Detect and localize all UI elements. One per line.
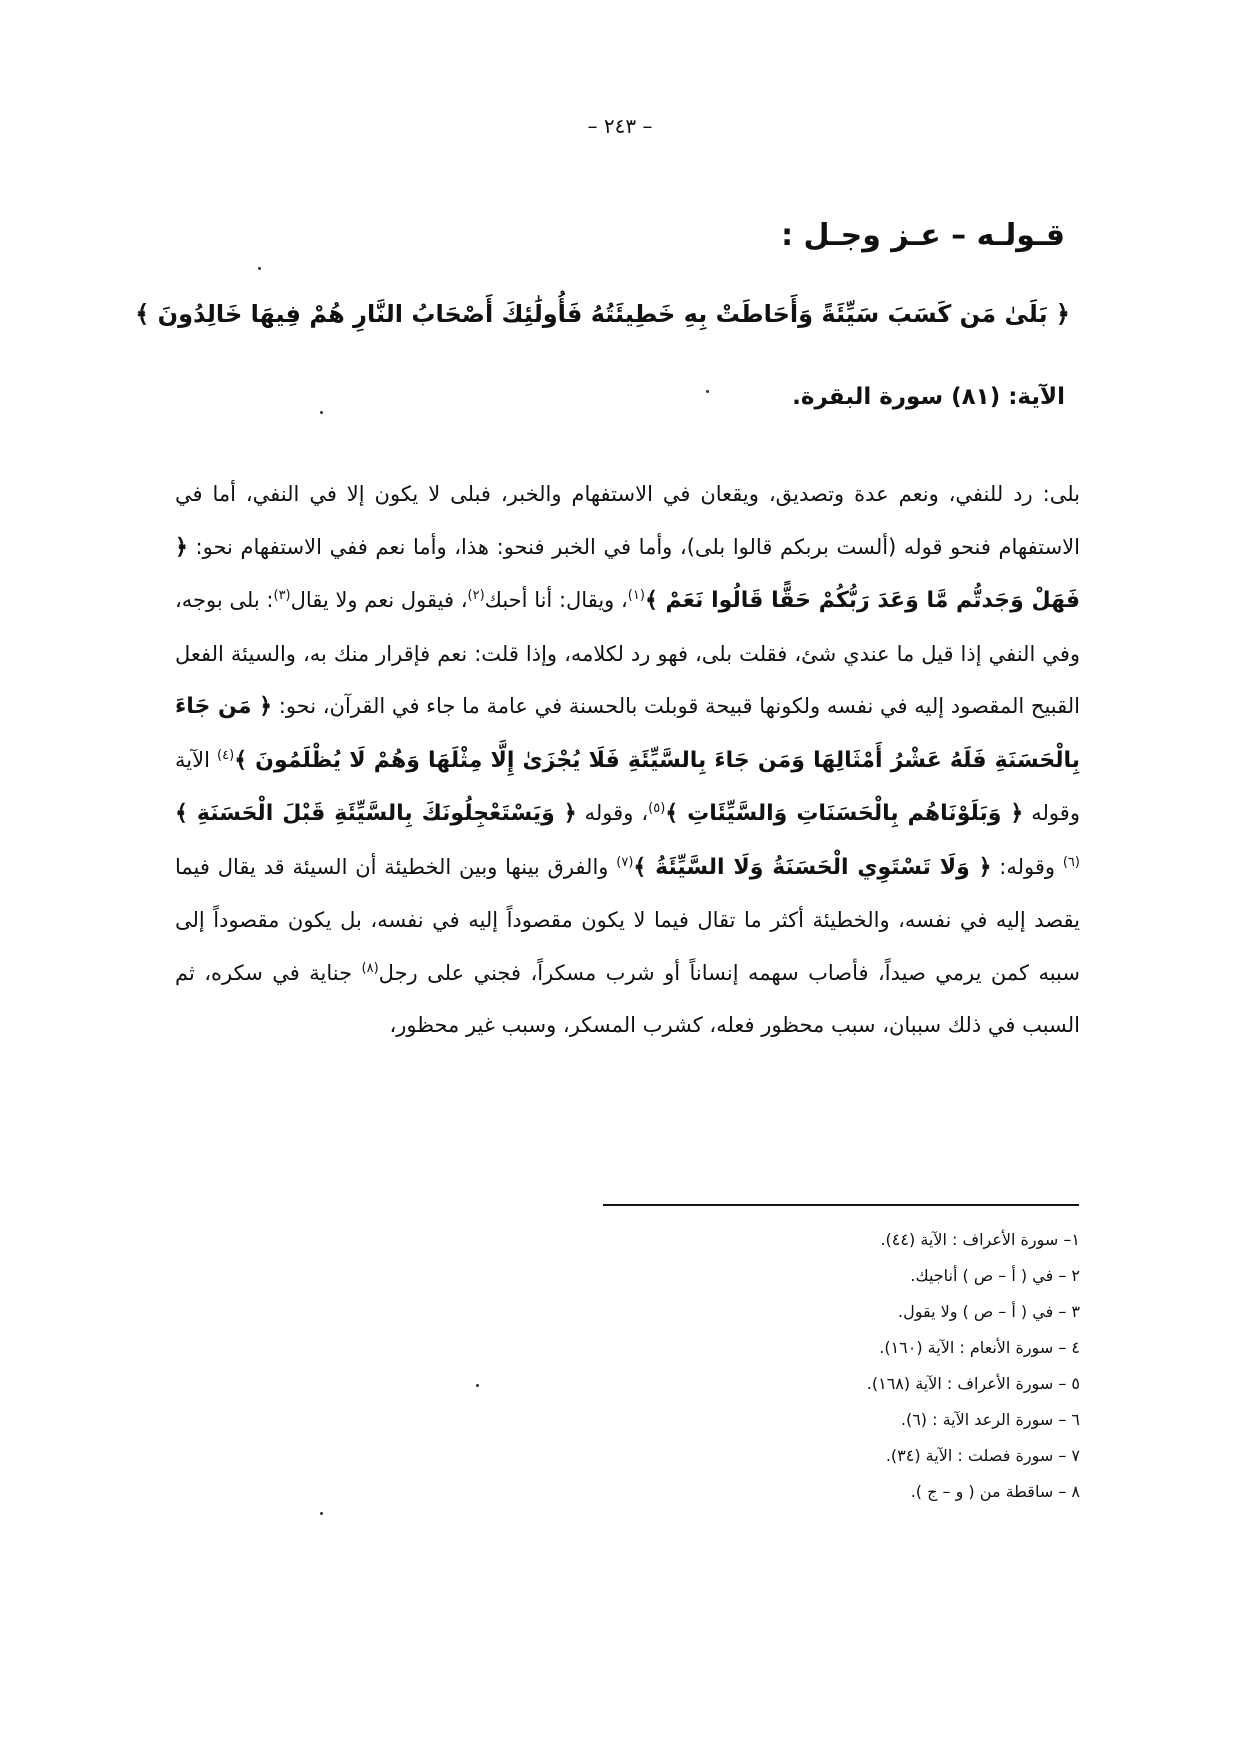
commentary-paragraph bbox=[175, 468, 1080, 1052]
quran-quote: ﴿ وَيَسْتَعْجِلُونَكَ بِالسَّيِّئَةِ قَبْلَ الْحَسَنَةِ ﴾ bbox=[175, 801, 577, 826]
body-text-run: ، ويقال: أنا أحبك bbox=[484, 588, 628, 612]
body-text-run: الآية وقوله bbox=[175, 747, 1080, 825]
footnote-item: ٥ – سورة الأعراف : الآية (١٦٨). bbox=[866, 1374, 1080, 1393]
quran-verse: ﴿ بَلَىٰ مَن كَسَبَ سَيِّئَةً وَأَحَاطَتْ بِهِ خَطِيئَتُهُ فَأُولَٰئِكَ أَصْحَابُ النَّارِ هُمْ فِيهَا خَالِدُونَ ﴾ bbox=[135, 300, 1070, 328]
footnote-item: ٨ – ساقطة من ( و – ج ). bbox=[910, 1482, 1080, 1501]
footnote-divider bbox=[603, 1204, 1079, 1206]
scan-speck bbox=[320, 1512, 323, 1515]
footnote-marker: (٨) bbox=[361, 960, 379, 976]
footnote-marker: (٥) bbox=[648, 801, 666, 816]
footnote-marker: (٤) bbox=[217, 747, 235, 763]
quran-quote: ﴿ وَلَا تَسْتَوِي الْحَسَنَةُ وَلَا السَّيِّئَةُ ﴾ bbox=[633, 854, 992, 880]
body-text-run: ، وقوله bbox=[576, 801, 649, 825]
scan-speck bbox=[320, 411, 323, 414]
scan-speck bbox=[258, 267, 261, 270]
footnotes-list bbox=[580, 1222, 1080, 1510]
body-text-run: جناية في سكره، ثم السبب في ذلك سببان، سبب محظور فعله، كشرب المسكر، وسبب غير محظور، bbox=[175, 960, 1080, 1037]
verse-reference: الآية: (٨١) سورة البقرة. bbox=[792, 384, 1065, 410]
footnote-marker: (٧) bbox=[616, 854, 634, 870]
quran-quote: ﴿ فَهَلْ وَجَدتُّم مَّا وَعَدَ رَبُّكُمْ حَقًّا قَالُوا نَعَمْ ﴾ bbox=[175, 534, 1081, 613]
footnote-item: ٦ – سورة الرعد الآية : (٦). bbox=[900, 1410, 1080, 1429]
body-text-run: ، فيقول نعم ولا يقال bbox=[290, 588, 468, 612]
footnote-marker: (٦) bbox=[1062, 854, 1080, 870]
body-text-run: : بلى بوجه، وفي النفي إذا قيل ما عندي شئ، فقلت بلى، فهو رد لكلامه، وإذا قلت: نعم فإقرار منك به، والسيئة الفعل القبيح المقصود إليه في نفسه ولكونها قبيحة قوبلت بالحسنة في عامة ما جاء في القرآن، نحو: bbox=[175, 588, 1080, 718]
body-text-run: والفرق بينها وبين الخطيئة أن السيئة قد يقال فيما يقصد إليه في نفسه، والخطيئة أكثر ما تقال فيما لا يكون مقصوداً إليه في نفسه، بل يكون مقصوداً إلى سببه كمن يرمي صيداً، فأصاب سهمه إنساناً أو شرب مسكراً، فجني على رجل bbox=[175, 854, 1080, 985]
scan-speck bbox=[476, 1384, 479, 1387]
footnote-item: ٢ – في ( أ – ص ) أناجيك. bbox=[910, 1266, 1080, 1285]
footnote-marker: (١) bbox=[627, 588, 645, 603]
footnote-item: ٤ – سورة الأنعام : الآية (١٦٠). bbox=[879, 1338, 1080, 1357]
body-text-run: بلى: رد للنفي، ونعم عدة وتصديق، ويقعان في الاستفهام والخبر، فبلى لا يكون إلا في النفي، أما في الاستفهام فنحو قوله (ألست بربكم قالوا بلى)، وأما في الخبر فنحو: هذا، وأما نعم ففي الاستفهام نحو: bbox=[175, 482, 1080, 559]
footnote-item: ١– سورة الأعراف : الآية (٤٤). bbox=[880, 1230, 1080, 1249]
footnote-marker: (٢) bbox=[467, 588, 485, 603]
quran-quote: ﴿ مَن جَاءَ بِالْحَسَنَةِ فَلَهُ عَشْرُ أَمْثَالِهَا وَمَن جَاءَ بِالسَّيِّئَةِ فَلَا يُجْزَىٰ إِلَّا مِثْلَهَا وَهُمْ لَا يُظْلَمُونَ ﴾ bbox=[175, 694, 1081, 773]
quran-quote: ﴿ وَبَلَوْنَاهُم بِالْحَسَنَاتِ وَالسَّيِّئَاتِ ﴾ bbox=[665, 801, 1024, 826]
footnote-marker: (٣) bbox=[273, 588, 291, 603]
page-number: – ٢٤٣ – bbox=[587, 114, 653, 138]
scan-speck bbox=[706, 390, 709, 393]
footnote-item: ٣ – في ( أ – ص ) ولا يقول. bbox=[898, 1302, 1080, 1321]
body-text-run: وقوله: bbox=[991, 854, 1063, 879]
footnote-item: ٧ – سورة فصلت : الآية (٣٤). bbox=[885, 1446, 1080, 1465]
section-heading: قـولـه – عـز وجـل : bbox=[781, 218, 1065, 253]
